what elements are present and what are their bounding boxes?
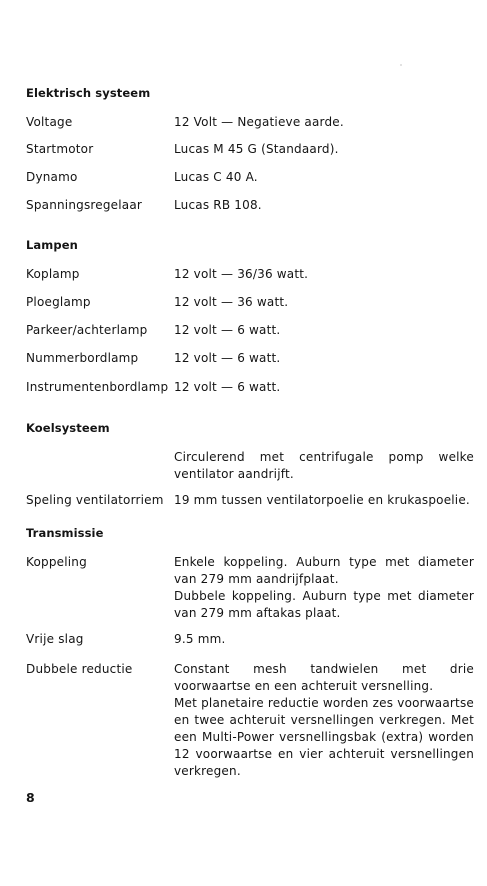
label-dubbele-reductie: Dubbele reductie: [26, 662, 133, 676]
label-koplamp: Koplamp: [26, 267, 80, 281]
label-spanningsregelaar: Spanningsregelaar: [26, 198, 143, 212]
label-koppeling: Koppeling: [26, 555, 87, 569]
label-ploeglamp: Ploeglamp: [26, 295, 91, 309]
dubbele-reductie-paragraph-constant: Constant mesh tandwielen met drie voorwaartse en een achteruit versnelling.: [174, 662, 474, 693]
value-koppeling: [174, 554, 474, 622]
value-vrije-slag: 9.5 mm.: [174, 632, 226, 646]
page-number: 8: [26, 790, 35, 805]
value-nummerbordlamp: 12 volt — 6 watt.: [174, 351, 281, 365]
label-dynamo: Dynamo: [26, 170, 78, 184]
heading-transmissie: Transmissie: [26, 526, 104, 540]
value-speling-ventilatorriem: 19 mm tussen ventilatorpoelie en krukaspoelie.: [174, 493, 470, 507]
label-startmotor: Startmotor: [26, 142, 94, 156]
koelsysteem-paragraph: Circulerend met centrifugale pomp welke ventilator aandrijft.: [174, 450, 474, 481]
value-dynamo: Lucas C 40 A.: [174, 170, 258, 184]
label-voltage: Voltage: [26, 115, 73, 129]
label-parkeer-achterlamp: Parkeer/achterlamp: [26, 323, 148, 337]
koppeling-paragraph-enkele: Enkele koppeling. Auburn type met diameter van 279 mm aandrijfplaat.: [174, 555, 474, 586]
value-spanningsregelaar: Lucas RB 108.: [174, 198, 262, 212]
value-voltage: 12 Volt — Negatieve aarde.: [174, 115, 344, 129]
value-koplamp: 12 volt — 36/36 watt.: [174, 267, 309, 281]
paper-speck: [400, 64, 402, 66]
heading-koelsysteem: Koelsysteem: [26, 421, 110, 435]
value-koelsysteem-omschrijving: [174, 449, 474, 483]
heading-elektrisch-systeem: Elektrisch systeem: [26, 86, 151, 100]
koppeling-paragraph-dubbele: Dubbele koppeling. Auburn type met diameter van 279 mm aftakas plaat.: [174, 589, 474, 620]
value-instrumentenbordlamp: 12 volt — 6 watt.: [174, 380, 281, 394]
value-parkeer-achterlamp: 12 volt — 6 watt.: [174, 323, 281, 337]
label-instrumentenbordlamp: Instrumentenbordlamp: [26, 380, 169, 394]
value-startmotor: Lucas M 45 G (Standaard).: [174, 142, 339, 156]
value-dubbele-reductie: [174, 661, 474, 780]
label-vrije-slag: Vrije slag: [26, 632, 84, 646]
value-ploeglamp: 12 volt — 36 watt.: [174, 295, 289, 309]
heading-lampen: Lampen: [26, 238, 78, 252]
label-speling-ventilatorriem: Speling ventilatorriem: [26, 493, 164, 507]
dubbele-reductie-paragraph-planetair: Met planetaire reductie worden zes voorwaartse en twee achteruit versnellingen verkregen. Met een Multi-Power versnellingsbak (extra) worden 12 voorwaartse en vier achteruit versnellingen verkregen.: [174, 696, 474, 778]
label-nummerbordlamp: Nummerbordlamp: [26, 351, 139, 365]
